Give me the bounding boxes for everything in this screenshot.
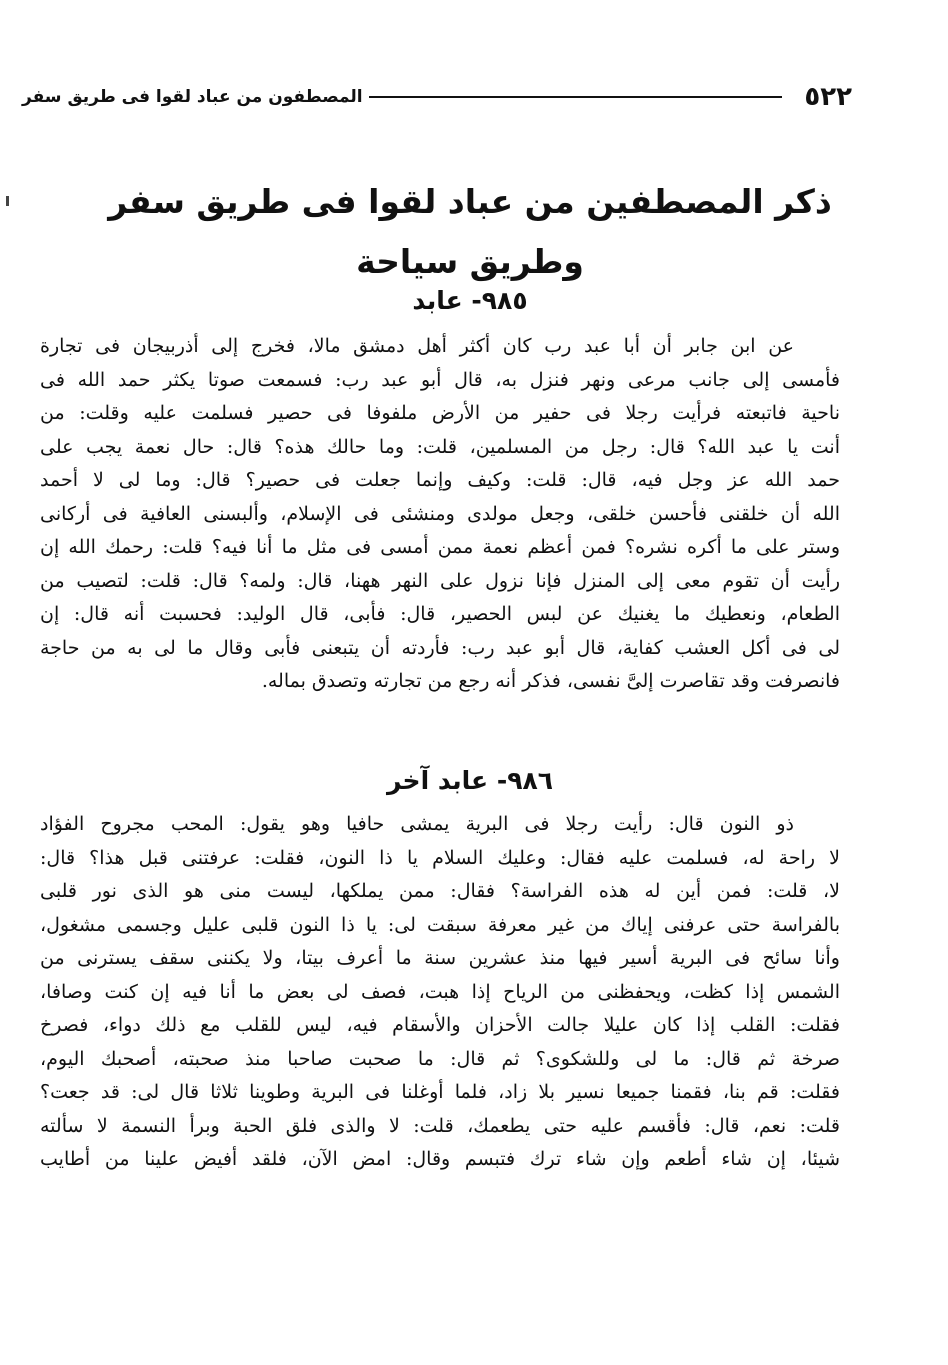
text-line: رأيت أن تقوم معى إلى المنزل فإنا نزول على النهر ههنا، قال: ولمه؟ قال: قلت: لتصيب من [40,569,840,592]
text-line: فقلت: القلب إذا كان عليلا جالت الأحزان والأسقام فيه، ليس للقلب مع ذلك دواء، فصرخ [40,1014,840,1036]
text-line: فانصرفت وقد تقاصرت إلىَّ نفسى، فذكر أنه رجع من تجارته وتصدق بماله. [261,670,840,692]
text-line: ذو النون قال: رأيت رجلا فى البرية يمشى حافيا وهو يقول: المحب مجروح الفؤاد [40,813,794,835]
text-line: ناحية فاتبعته فرأيت رجلا فى حفير من الأرض ملفوفا فى حصير فسلمت عليه وقلت: من [40,402,840,424]
section-986-text [40,808,840,1177]
running-title: المصطفون من عباد لقوا فى طريق سفر [22,87,363,107]
text-line: شيئا، إن شاء أطعم وإن شاء ترك فتبسم وقال: امض الآن، فلقد أفيض علينا من أطايب [40,1148,840,1170]
section-985-text [40,330,840,699]
header-rule [369,96,783,98]
section-heading-985: ٩٨٥- عابد [412,286,528,315]
text-line: صرخة ثم قال: ما لى وللشكوى؟ ثم قال: ما صحبت صاحبا منذ صحبته، أصحبك اليوم، [40,1047,840,1070]
text-line: فأمسى إلى جانب مرعى ونهر فنزل به، قال أبو عبد رب: فسمعت صوتا يكثر حمد الله فى [40,368,840,391]
text-line: وأنا سائح فى البرية أسير فيها منذ عشرين سنة ما أعرف بيتا، ولا يكننى سقف يسترنى من [40,947,840,969]
text-line: لا راحة له، فسلمت عليه فقال: وعليك السلام يا ذا النون، فقلت: عرفتنى قبل هذا؟ قال: [40,846,840,869]
text-line: حمد الله عز وجل فيه، قال: قلت: وكيف وإنما جعلت فى حصير؟ قال: وما لى لا أحمد [40,469,840,491]
chapter-title-line-2: وطريق سياحة [356,242,584,281]
page-number: ٥٢٢ [804,82,852,112]
margin-mark [6,196,9,206]
text-line: لا، قلت: فمن أين له هذه الفراسة؟ فقال: ممن يملكها، ليست منى هو الذى نور قلبى [40,880,840,902]
text-line: قلت: نعم، قال: فأقسم عليه حتى يطعمك، قلت: لا والذى فلق الحبة وبرأ النسمة لا سألته [40,1114,840,1137]
chapter-title-line-1: ذكر المصطفين من عباد لقوا فى طريق سفر [108,182,832,221]
text-line: عن ابن جابر أن أبا عبد رب كان أكثر أهل دمشق مالا، فخرج إلى أذربيجان فى تجارة [40,335,794,357]
text-line: الله أن خلقنى فأحسن خلقى، وجعل مولدى ومنشئى فى الإسلام، وألبسنى العافية فى أركانى [40,502,840,525]
chapter-title [60,172,880,292]
text-line: وستر على ما أكره نشره؟ فمن أعظم نعمة ممن أمسى فى مثل ما أنا فيه؟ قلت: رحمك الله إن [40,536,840,558]
page-header [22,80,852,114]
text-line: الطعام، ونعطيك ما يغنيك عن لبس الحصير، قال: فأبى، قال الوليد: فحسبت أنه قال: إن [40,603,840,625]
text-line: لى فى أكل العشب كفاية، قال أبو عبد رب: فأردته أن يتبعنى فأبى وقال ما لى به من حاجة [40,636,840,659]
text-line: الشمس إذا كظت، ويحفظنى من الرياح إذا هبت، فصف لى بعض ما أنا فيه إن كنت وصافا، [40,980,840,1003]
section-heading-986: ٩٨٦- عابد آخر [387,766,553,795]
text-line: أنت يا عبد الله؟ قال: رجل من المسلمين، قلت: وما حالك هذه؟ قال: حال نعمة يجب على [40,435,840,458]
text-line: بالفراسة حتى عرفنى إياك من غير معرفة سبقت لى: يا ذا النون قلبى عليل وجسمى مشغول، [40,913,840,936]
text-line: فقلت: قم بنا، فقمنا جميعا نسير بلا زاد، فلما أوغلنا فى البرية وطوينا ثلاثا قال لى: قد جعت؟ [40,1081,840,1103]
